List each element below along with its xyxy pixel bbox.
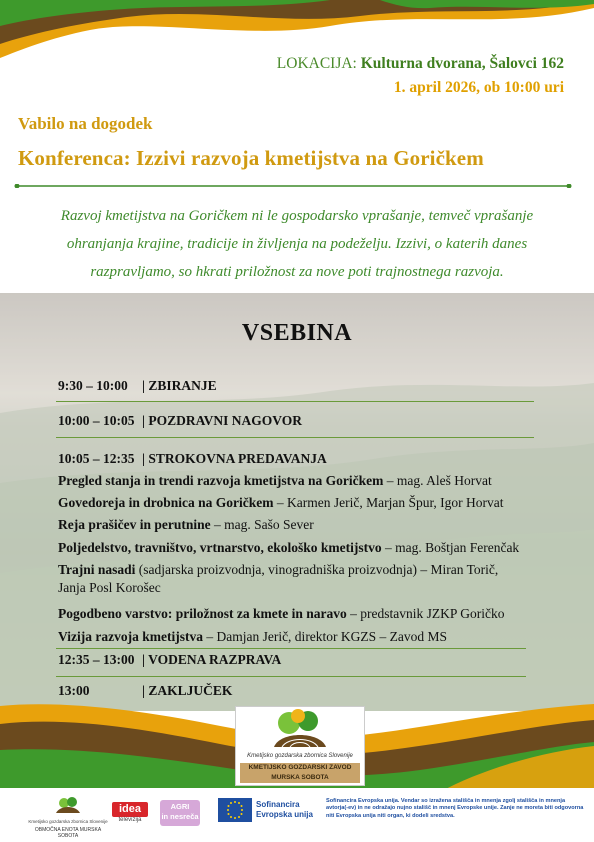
kgzs-small-unit: OBMOČNA ENOTA MURSKA SOBOTA (34, 827, 102, 839)
slot-label: ZAKLJUČEK (148, 683, 233, 698)
slot-divider (56, 648, 526, 649)
location-label: LOKACIJA: (276, 55, 357, 72)
kgzs-main-logo (235, 706, 365, 786)
talk-item (58, 628, 578, 646)
slot-time: 9:30 – 10:00 (58, 378, 128, 393)
footer-kgzs-logo (28, 794, 108, 839)
talk-item (58, 516, 578, 534)
talk-item (58, 472, 578, 490)
program-slot (58, 683, 232, 699)
eu-disclaimer: Sofinancira Evropska unija. Vendar so izražena stališča in mnenja zgolj stališča in mnenja avtorja(-ev) in ne odražajo nujno stališč in mnenj Evropske unije. Zanje ne moreta biti odgovorna niti Evropska unija niti organ, ki dodeli sredstva. (326, 798, 584, 819)
kgzs-org-name: Kmetijsko gozdarska zbornica Slovenije (247, 753, 353, 759)
eu-line: Evropska unija (256, 810, 313, 819)
kgzs-small-org: Kmetijsko gozdarska zbornica Slovenije (28, 819, 108, 824)
event-location-date (277, 52, 564, 100)
agri-line: in nesreča (161, 812, 199, 821)
talk-speaker: – mag. Sašo Sever (210, 517, 314, 532)
talk-item (58, 494, 578, 512)
talk-title: Poljedelstvo, travništvo, vrtnarstvo, ekološko kmetijstvo (58, 540, 382, 555)
intro-line: ohranjanja krajine, tradicije in življenja na podeželju. Izzivi, o katerih danes (66, 236, 528, 252)
talk-title: Trajni nasadi (58, 562, 136, 577)
idea-tv-logo (112, 802, 148, 823)
slot-time: 12:35 – 13:00 (58, 652, 135, 667)
talk-speaker: – mag. Aleš Horvat (383, 473, 492, 488)
slot-separator: | (142, 413, 149, 428)
eu-flag-icon (218, 798, 252, 822)
idea-sub: televizija (118, 817, 142, 823)
footer (0, 788, 594, 842)
event-date: 1. april 2026, ob 10:00 uri (393, 79, 564, 97)
slot-divider (56, 401, 534, 402)
talk-speaker: – Karmen Jerič, Marjan Špur, Igor Horvat (273, 495, 504, 510)
slot-separator: | (142, 378, 149, 393)
intro-text (30, 202, 564, 286)
slot-label: VODENA RAZPRAVA (148, 652, 282, 667)
idea-wordmark: idea (112, 802, 148, 817)
talk-item (58, 605, 578, 623)
talk-item (58, 539, 578, 557)
slot-label: POZDRAVNI NAGOVOR (148, 413, 302, 428)
kgzs-unit-line: KMETIJSKO GOZDARSKI ZAVOD (248, 764, 352, 771)
program-slot (58, 451, 327, 467)
program-slot (58, 652, 281, 668)
slot-time: 13:00 (58, 683, 90, 698)
talk-speaker: – Miran Torič, (416, 562, 499, 577)
slot-separator: | (142, 451, 149, 466)
invite-label: Vabilo na dogodek (18, 114, 153, 133)
slot-separator: | (142, 652, 149, 667)
location-value: Kulturna dvorana, Šalovci 162 (360, 55, 564, 72)
program-slot (58, 413, 302, 429)
slot-divider (56, 676, 526, 677)
kgzs-logo-icon (236, 707, 364, 751)
title-divider (14, 184, 572, 188)
talk-title-detail: (sadjarska proizvodnja, vinogradniška proizvodnja) (135, 562, 417, 577)
eu-cofunded-label (256, 800, 313, 820)
kgzs-small-icon (28, 794, 108, 814)
intro-line: razpravljamo, so hkrati priložnost za nove poti trajnostnega razvoja. (90, 264, 504, 280)
program-heading: VSEBINA (241, 320, 353, 346)
agri-logo (160, 800, 200, 826)
slot-time: 10:00 – 10:05 (58, 413, 135, 428)
intro-line: Razvoj kmetijstva na Goričkem ni le gospodarsko vprašanje, temveč vprašanje (60, 208, 534, 224)
kgzs-unit-name (240, 763, 360, 783)
talk-speaker: – Damjan Jerič, direktor KGZS – Zavod MS (202, 629, 448, 644)
slot-label: STROKOVNA PREDAVANJA (148, 451, 327, 466)
program-slot (58, 378, 217, 394)
page-title: Konferenca: Izzivi razvoja kmetijstva na Goričkem (18, 146, 484, 170)
talk-title: Vizija razvoja kmetijstva (58, 629, 203, 644)
eu-line: Sofinancira (256, 800, 300, 809)
talk-speaker: – predstavnik JZKP Goričko (346, 606, 505, 621)
slot-time: 10:05 – 12:35 (58, 451, 135, 466)
talk-speaker-continued: Janja Posl Korošec (58, 579, 161, 595)
slot-separator: | (142, 683, 149, 698)
talk-title: Pregled stanja in trendi razvoja kmetijstva na Goričkem (58, 473, 384, 488)
talk-item (58, 561, 578, 596)
slot-divider (56, 437, 534, 438)
slot-label: ZBIRANJE (148, 378, 217, 393)
talk-title: Govedoreja in drobnica na Goričkem (58, 495, 274, 510)
kgzs-unit-line: MURSKA SOBOTA (271, 774, 329, 781)
talk-title: Pogodbeno varstvo: priložnost za kmete in naravo (58, 606, 347, 621)
talk-title: Reja prašičev in perutnine (58, 517, 211, 532)
agri-line: AGRI (170, 802, 190, 811)
talk-speaker: – mag. Boštjan Ferenčak (381, 540, 520, 555)
